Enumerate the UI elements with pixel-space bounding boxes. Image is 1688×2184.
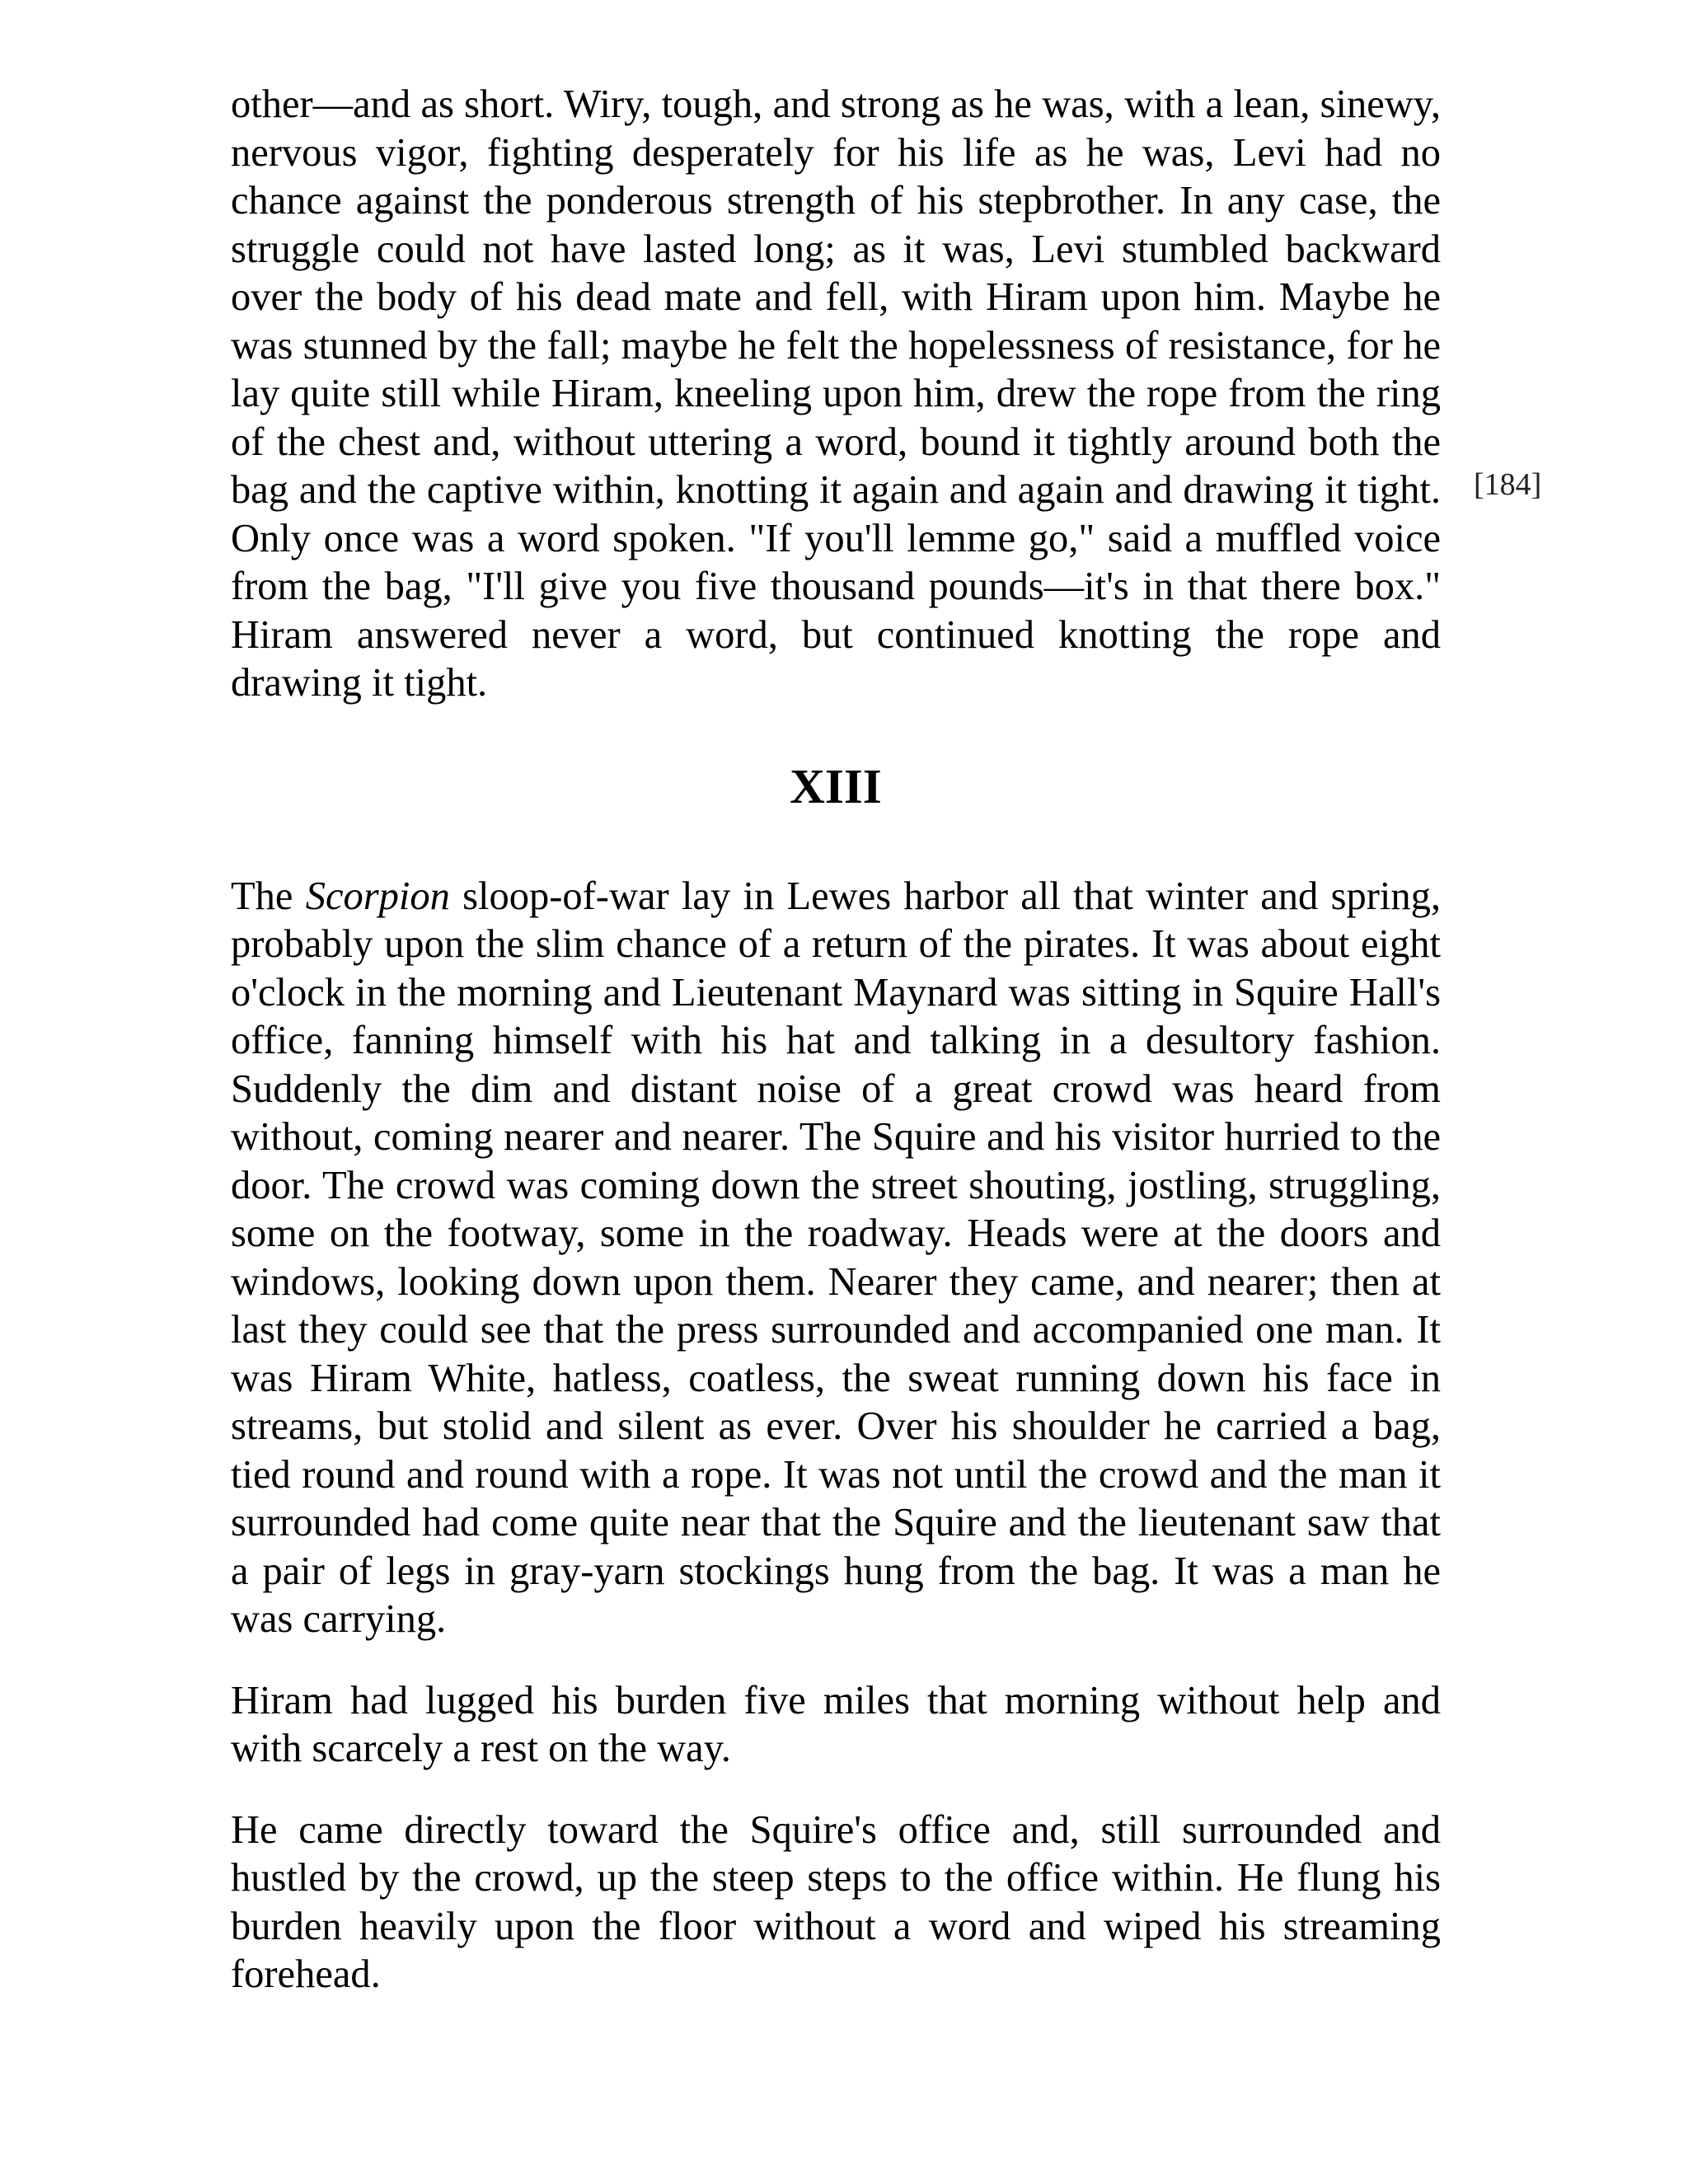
paragraph-text-start: The [231, 874, 306, 918]
paragraph-continued: other—and as short. Wiry, tough, and strong as he was, with a lean, sinewy, nervous vigor, fighting desperately for his life as he was, Levi had no chance against the ponderous strength of his stepbrother. In any case, the struggle could not have lasted long; as it was, Levi stumbled backward over the body of his dead mate and fell, with Hiram upon him. Maybe he was stunned by the fall; maybe he felt the hopelessness of resistance, for he lay quite still while Hiram, kneeling upon him, drew the rope from the ring of the chest and, without uttering a word, bound it tightly around both the bag and the captive within, knotting it again and again and drawing it tight. Only once was a word spoken. "If you'll lemme go," said a muffled voice from the bag, "I'll give you five thousand pounds—it's in that there box." Hiram answered never a word, but continued knotting the rope and drawing it tight. [231, 82, 1441, 705]
page-content [231, 81, 1441, 1999]
paragraph-text-rest: sloop-of-war lay in Lewes harbor all that winter and spring, probably upon the slim chance of a return of the pirates. It was about eight o'clock in the morning and Lieutenant Maynard was sitting in Squire Hall's office, fanning himself with his hat and talking in a desultory fashion. Suddenly the dim and distant noise of a great crowd was heard from without, coming nearer and nearer. The Squire and his visitor hurried to the door. The crowd was coming down the street shouting, jostling, struggling, some on the footway, some in the roadway. Heads were at the doors and windows, looking down upon them. Nearer they came, and nearer; then at last they could see that the press surrounded and accompanied one man. It was Hiram White, hatless, coatless, the sweat running down his face in streams, but stolid and silent as ever. Over his shoulder he carried a bag, tied round and round with a rope. It was not until the crowd and the man it surrounded had come quite near that the Squire and the lieutenant saw that a pair of legs in gray-yarn stockings hung from the bag. It was a man he was carrying. [231, 874, 1441, 1641]
paragraph-scorpion [231, 873, 1441, 1644]
paragraph-office: He came directly toward the Squire's office and, still surrounded and hustled by the crowd, up the steep steps to the office within. He flung his burden heavily upon the floor without a word and wiped his streaming forehead. [231, 1807, 1441, 1996]
ship-name-italic: Scorpion [305, 874, 450, 918]
chapter-heading: XIII [790, 758, 882, 813]
paragraph-burden: Hiram had lugged his burden five miles that morning without help and with scarcely a rest on the way. [231, 1678, 1441, 1770]
page-number: [184] [1474, 467, 1542, 502]
